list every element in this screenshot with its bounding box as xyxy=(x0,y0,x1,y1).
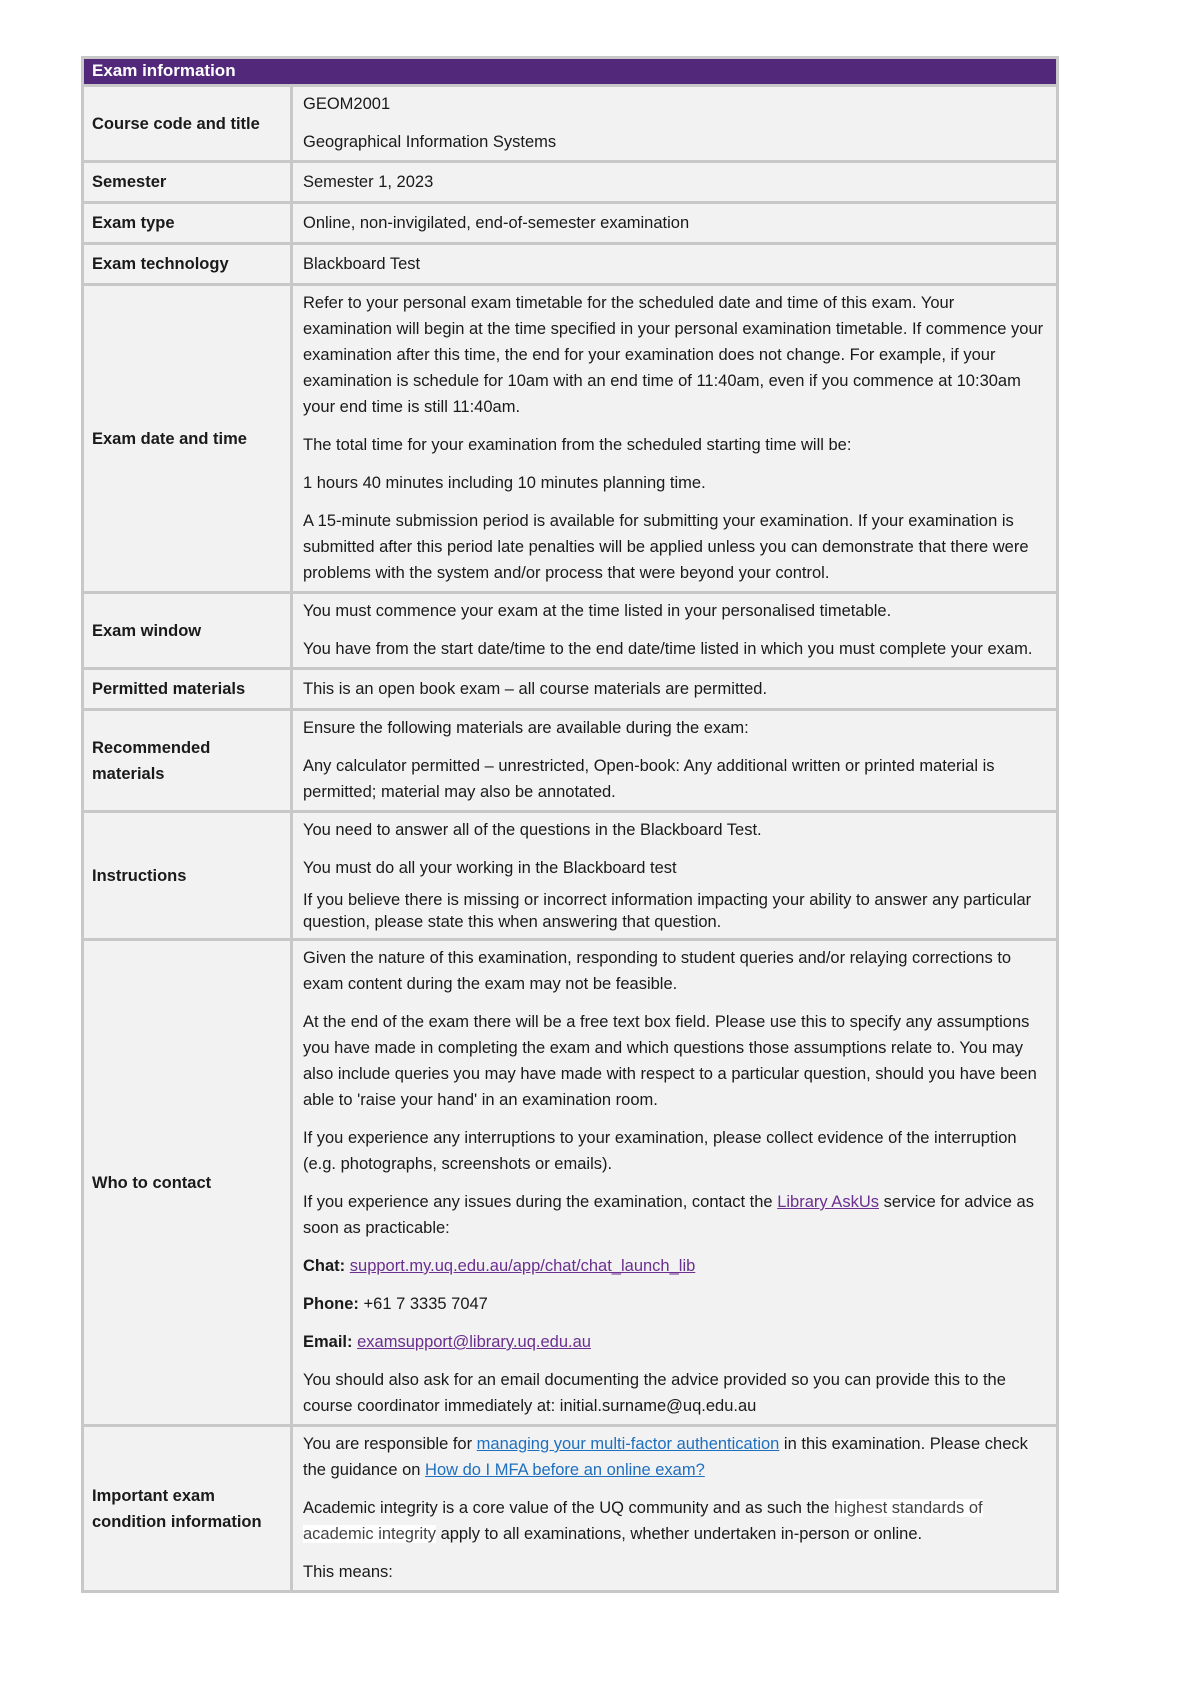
exam-date-time-paragraph-2: The total time for your examination from the scheduled starting time will be: xyxy=(303,436,852,454)
row-value-exam-type: Online, non-invigilated, end-of-semester examination xyxy=(292,203,1058,244)
row-label-exam-type: Exam type xyxy=(83,203,292,244)
table-row-exam-technology xyxy=(83,244,1058,285)
table-row-who-to-contact xyxy=(83,940,1058,1426)
contact-paragraph-4 xyxy=(303,1189,1046,1241)
important-p1-text-middle: in this examination. Please check the guidance on xyxy=(303,1435,1028,1479)
table-row-permitted-materials xyxy=(83,669,1058,710)
row-value-instructions xyxy=(292,812,1058,940)
important-p2-text-before: Academic integrity is a core value of the UQ community and as such the xyxy=(303,1499,834,1517)
phone-value: +61 7 3335 7047 xyxy=(363,1295,488,1313)
table-row-instructions xyxy=(83,812,1058,940)
row-value-semester: Semester 1, 2023 xyxy=(292,162,1058,203)
row-label-who-to-contact: Who to contact xyxy=(83,940,292,1426)
contact-paragraph-2: At the end of the exam there will be a free text box field. Please use this to specify any assumptions you have made in completing the exam and which questions those assumptions relate to. You may also include queries you may have made with respect to a particular question, should you have been able to 'raise your hand' in an examination room. xyxy=(303,1013,1037,1109)
row-value-exam-technology: Blackboard Test xyxy=(292,244,1058,285)
row-label-important: Important exam condition information xyxy=(83,1426,292,1592)
instructions-paragraph-1: You need to answer all of the questions in the Blackboard Test. xyxy=(303,821,762,839)
course-code: GEOM2001 xyxy=(303,95,391,113)
contact-paragraph-1: Given the nature of this examination, responding to student queries and/or relaying corrections to exam content during the exam may not be feasible. xyxy=(303,949,1012,993)
row-label-course: Course code and title xyxy=(83,86,292,162)
contact-chat-line xyxy=(303,1253,1046,1279)
exam-date-time-paragraph-4: A 15-minute submission period is available for submitting your examination. If your examination is submitted after this period late penalties will be applied unless you can demonstrate that there were problems with the system and/or process that were beyond your control. xyxy=(303,512,1029,582)
mfa-management-link[interactable]: managing your multi-factor authentication xyxy=(476,1435,780,1453)
contact-paragraph-3: If you experience any interruptions to your examination, please collect evidence of the interruption (e.g. photographs, screenshots or emails). xyxy=(303,1129,1017,1173)
exam-date-time-paragraph-1: Refer to your personal exam timetable for the scheduled date and time of this exam. Your examination will begin at the time specified in your personal examination timetable. If commence your examination after this time, the end for your examination does not change. For example, if your examination is schedule for 10am with an end time of 11:40am, even if you commence at 10:30am your end time is still 11:40am. xyxy=(303,294,1044,416)
important-paragraph-3: This means: xyxy=(303,1563,393,1581)
row-value-course xyxy=(292,86,1058,162)
contact-p4-text-before: If you experience any issues during the examination, contact the xyxy=(303,1193,778,1211)
course-title: Geographical Information Systems xyxy=(303,133,557,151)
important-paragraph-1 xyxy=(303,1431,1046,1483)
row-value-who-to-contact xyxy=(292,940,1058,1426)
chat-label: Chat: xyxy=(303,1257,346,1275)
exam-window-paragraph-1: You must commence your exam at the time listed in your personalised timetable. xyxy=(303,602,892,620)
table-row-recommended-materials xyxy=(83,710,1058,812)
contact-p4-text-after: service for advice as soon as practicable: xyxy=(303,1193,1034,1237)
recommended-materials-paragraph-1: Ensure the following materials are available during the exam: xyxy=(303,719,749,737)
email-label: Email: xyxy=(303,1333,353,1351)
table-row-semester xyxy=(83,162,1058,203)
row-label-exam-technology: Exam technology xyxy=(83,244,292,285)
academic-integrity-highlight: highest standards of academic integrity xyxy=(303,1499,983,1543)
table-row-exam-date-time xyxy=(83,285,1058,593)
email-link[interactable]: examsupport@library.uq.edu.au xyxy=(357,1333,591,1351)
table-row-course xyxy=(83,86,1058,162)
row-value-exam-date-time xyxy=(292,285,1058,593)
important-p2-text-after: apply to all examinations, whether undertaken in-person or online. xyxy=(435,1525,923,1543)
exam-window-paragraph-2: You have from the start date/time to the end date/time listed in which you must complete your exam. xyxy=(303,640,1033,658)
row-value-exam-window xyxy=(292,593,1058,669)
row-label-exam-window: Exam window xyxy=(83,593,292,669)
row-value-recommended-materials xyxy=(292,710,1058,812)
instructions-paragraph-2: You must do all your working in the Blackboard test xyxy=(303,859,677,877)
row-label-exam-date-time: Exam date and time xyxy=(83,285,292,593)
table-row-exam-window xyxy=(83,593,1058,669)
exam-information-table xyxy=(81,56,1059,1593)
contact-email-line xyxy=(303,1329,1046,1355)
chat-link[interactable]: support.my.uq.edu.au/app/chat/chat_launch_lib xyxy=(349,1257,696,1275)
recommended-materials-paragraph-2: Any calculator permitted – unrestricted, Open-book: Any additional written or printed material is permitted; material may also be annotated. xyxy=(303,757,995,801)
instructions-paragraph-3: If you believe there is missing or incorrect information impacting your ability to answer any particular question, please state this when answering that question. xyxy=(303,891,1032,931)
table-header-row xyxy=(83,58,1058,86)
row-label-permitted-materials: Permitted materials xyxy=(83,669,292,710)
mfa-guidance-link[interactable]: How do I MFA before an online exam? xyxy=(425,1461,705,1479)
row-label-recommended-materials: Recommended materials xyxy=(83,710,292,812)
library-askus-link[interactable]: Library AskUs xyxy=(777,1193,879,1211)
table-row-important xyxy=(83,1426,1058,1592)
row-label-semester: Semester xyxy=(83,162,292,203)
row-value-permitted-materials: This is an open book exam – all course materials are permitted. xyxy=(292,669,1058,710)
table-header: Exam information xyxy=(83,58,1058,86)
important-paragraph-2 xyxy=(303,1495,1046,1547)
important-p1-text-before: You are responsible for xyxy=(303,1435,477,1453)
row-label-instructions: Instructions xyxy=(83,812,292,940)
row-value-important xyxy=(292,1426,1058,1592)
table-row-exam-type xyxy=(83,203,1058,244)
phone-label: Phone: xyxy=(303,1295,359,1313)
contact-phone-line xyxy=(303,1291,1046,1317)
exam-date-time-paragraph-3: 1 hours 40 minutes including 10 minutes planning time. xyxy=(303,474,706,492)
contact-paragraph-8: You should also ask for an email documenting the advice provided so you can provide this to the course coordinator immediately at: initial.surname@uq.edu.au xyxy=(303,1371,1006,1415)
